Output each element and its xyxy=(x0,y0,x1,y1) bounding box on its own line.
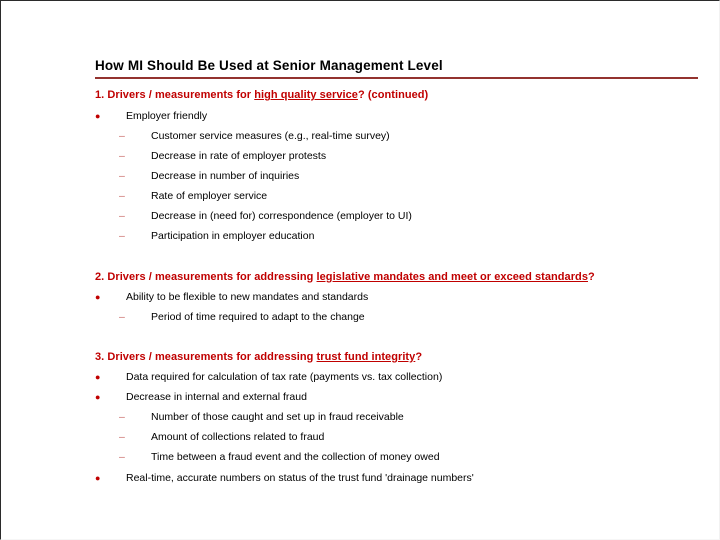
heading-suffix: ? xyxy=(415,351,423,363)
heading-prefix: 1. Drivers / measurements for xyxy=(95,89,255,101)
sub-bullet-item xyxy=(119,189,267,203)
title-underline-rule xyxy=(95,77,698,79)
sub-bullet-item xyxy=(119,129,390,143)
bullet-item xyxy=(95,390,307,404)
bullet-label: Number of those caught and set up in fraud receivable xyxy=(151,411,404,423)
sub-bullet-item xyxy=(119,149,326,163)
bullet-dash-icon: – xyxy=(119,431,125,443)
sub-bullet-item xyxy=(119,450,440,464)
bullet-label: Period of time required to adapt to the change xyxy=(151,311,365,323)
heading-emphasis: trust fund integrity xyxy=(316,351,416,363)
sub-bullet-item xyxy=(119,229,314,243)
bullet-dot-icon: ● xyxy=(95,111,101,121)
bullet-dash-icon: – xyxy=(119,311,125,323)
bullet-dot-icon: ● xyxy=(95,372,101,382)
bullet-item xyxy=(95,290,368,304)
bullet-dash-icon: – xyxy=(119,130,125,142)
bullet-label: Time between a fraud event and the collection of money owed xyxy=(151,451,440,463)
heading-suffix: ? (continued) xyxy=(357,89,429,101)
bullet-dash-icon: – xyxy=(119,411,125,423)
bullet-label: Decrease in number of inquiries xyxy=(151,170,300,182)
bullet-label: Rate of employer service xyxy=(151,190,268,202)
bullet-item xyxy=(95,109,207,123)
heading-emphasis: high quality service xyxy=(254,89,358,101)
bullet-label: Participation in employer education xyxy=(151,230,315,242)
bullet-dot-icon: ● xyxy=(95,292,101,302)
bullet-label: Real-time, accurate numbers on status of the trust fund 'drainage numbers' xyxy=(126,472,474,484)
section-heading-1 xyxy=(95,89,428,102)
bullet-label: Data required for calculation of tax rate (payments vs. tax collection) xyxy=(126,371,443,383)
bullet-dash-icon: – xyxy=(119,230,125,242)
heading-suffix: ? xyxy=(587,271,595,283)
bullet-dash-icon: – xyxy=(119,150,125,162)
bullet-item xyxy=(95,370,442,384)
bullet-dash-icon: – xyxy=(119,190,125,202)
bullet-dot-icon: ● xyxy=(95,473,101,483)
sub-bullet-item xyxy=(119,209,412,223)
bullet-label: Decrease in internal and external fraud xyxy=(126,391,307,403)
page-title: How MI Should Be Used at Senior Management Level xyxy=(95,58,443,73)
sub-bullet-item xyxy=(119,430,324,444)
bullet-label: Employer friendly xyxy=(126,110,208,122)
heading-prefix: 2. Drivers / measurements for addressing xyxy=(95,271,317,283)
bullet-label: Customer service measures (e.g., real-time survey) xyxy=(151,130,390,142)
heading-prefix: 3. Drivers / measurements for addressing xyxy=(95,351,317,363)
bullet-label: Decrease in rate of employer protests xyxy=(151,150,327,162)
bullet-dash-icon: – xyxy=(119,210,125,222)
bullet-dot-icon: ● xyxy=(95,392,101,402)
sub-bullet-item xyxy=(119,169,299,183)
title-block xyxy=(95,58,699,79)
bullet-item xyxy=(95,471,474,485)
sub-bullet-item xyxy=(119,310,365,324)
bullet-label: Amount of collections related to fraud xyxy=(151,431,325,443)
bullet-label: Decrease in (need for) correspondence (employer to UI) xyxy=(151,210,412,222)
section-heading-2 xyxy=(95,271,595,284)
bullet-label: Ability to be flexible to new mandates and standards xyxy=(126,291,369,303)
sub-bullet-item xyxy=(119,410,404,424)
bullet-dash-icon: – xyxy=(119,170,125,182)
bullet-dash-icon: – xyxy=(119,451,125,463)
section-heading-3 xyxy=(95,351,422,364)
heading-emphasis: legislative mandates and meet or exceed standards xyxy=(316,271,588,283)
